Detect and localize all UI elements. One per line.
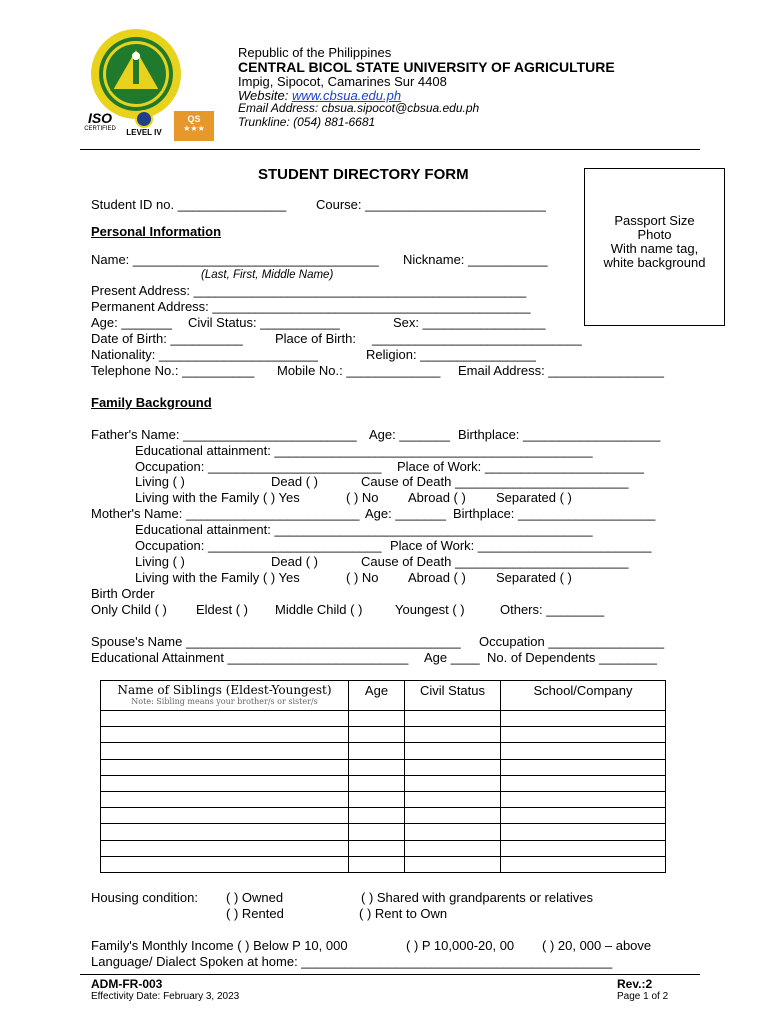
housing-label: Housing condition: xyxy=(91,890,198,905)
siblings-age-cell[interactable] xyxy=(349,775,405,791)
siblings-age-cell[interactable] xyxy=(349,856,405,872)
siblings-school-cell[interactable] xyxy=(501,808,666,824)
father-name-field[interactable]: Father's Name: ________________________ xyxy=(91,427,357,442)
mother-birthplace-field[interactable]: Birthplace: ___________________ xyxy=(453,506,656,521)
mobile-field[interactable]: Mobile No.: _____________ xyxy=(277,363,441,378)
father-work-field[interactable]: Place of Work: ______________________ xyxy=(397,459,644,474)
siblings-row xyxy=(101,840,666,856)
website-label: Website: xyxy=(238,88,292,103)
siblings-civil-status-cell[interactable] xyxy=(405,808,501,824)
birth-order-label: Birth Order xyxy=(91,586,155,601)
nickname-field[interactable]: Nickname: ___________ xyxy=(403,252,548,267)
spouse-age-field[interactable]: Age ____ xyxy=(424,650,480,665)
website-link[interactable]: www.cbsua.edu.ph xyxy=(291,88,402,103)
qs-stars-badge xyxy=(174,111,214,141)
mother-age-field[interactable]: Age: _______ xyxy=(365,506,446,521)
mother-lives-with-family-no[interactable]: ( ) No xyxy=(346,570,379,585)
siblings-name-cell[interactable] xyxy=(101,711,349,727)
nationality-field[interactable]: Nationality: ______________________ xyxy=(91,347,318,362)
siblings-age-cell[interactable] xyxy=(349,840,405,856)
republic-text: Republic of the Philippines xyxy=(238,45,392,60)
form-code: ADM-FR-003 xyxy=(91,977,163,991)
revision: Rev.:2 xyxy=(617,977,653,991)
siblings-row xyxy=(101,856,666,872)
only-child-check[interactable]: Only Child ( ) xyxy=(91,602,167,617)
photo-line-4: white background xyxy=(603,255,706,270)
email-field[interactable]: Email Address: ________________ xyxy=(458,363,664,378)
siblings-civil-status-cell[interactable] xyxy=(405,727,501,743)
siblings-table xyxy=(100,680,666,873)
father-lives-with-family-no[interactable]: ( ) No xyxy=(346,490,379,505)
father-birthplace-field[interactable]: Birthplace: ___________________ xyxy=(458,427,661,442)
father-occupation-field[interactable]: Occupation: ________________________ xyxy=(135,459,382,474)
siblings-name-cell[interactable] xyxy=(101,791,349,807)
permanent-address-field[interactable]: Permanent Address: ____________________________________________ xyxy=(91,299,531,314)
income-10k-20k-check[interactable]: ( ) P 10,000-20, 00 xyxy=(406,938,515,953)
telephone-field[interactable]: Telephone No.: __________ xyxy=(91,363,255,378)
siblings-name-cell[interactable] xyxy=(101,856,349,872)
mother-name-field[interactable]: Mother's Name: ________________________ xyxy=(91,506,360,521)
age-field[interactable]: Age: _______ xyxy=(91,315,172,330)
father-cause-field[interactable]: Cause of Death ________________________ xyxy=(361,474,629,489)
siblings-row xyxy=(101,775,666,791)
present-address-field[interactable]: Present Address: ______________________________________________ xyxy=(91,283,527,298)
siblings-name-header xyxy=(101,681,349,711)
name-hint: (Last, First, Middle Name) xyxy=(201,269,334,281)
level-seal-icon xyxy=(135,110,153,128)
siblings-civil-status-cell[interactable] xyxy=(405,791,501,807)
mother-dead-check[interactable]: Dead ( ) xyxy=(271,554,318,569)
siblings-school-cell[interactable] xyxy=(501,791,666,807)
father-dead-check[interactable]: Dead ( ) xyxy=(271,474,318,489)
siblings-civil-status-header: Civil Status xyxy=(405,681,501,711)
siblings-name-cell[interactable] xyxy=(101,840,349,856)
siblings-row xyxy=(101,759,666,775)
father-separated-check[interactable]: Separated ( ) xyxy=(496,490,572,505)
sex-field[interactable]: Sex: _________________ xyxy=(393,315,546,330)
siblings-age-cell[interactable] xyxy=(349,727,405,743)
father-abroad-check[interactable]: Abroad ( ) xyxy=(408,490,466,505)
father-age-field[interactable]: Age: _______ xyxy=(369,427,450,442)
email-text: Email Address: cbsua.sipocot@cbsua.edu.ph xyxy=(238,101,480,115)
student-id-field[interactable]: Student ID no. _______________ xyxy=(91,197,287,212)
educational-attainment-field[interactable]: Educational Attainment _________________________ xyxy=(91,650,409,665)
mother-cause-field[interactable]: Cause of Death ________________________ xyxy=(361,554,629,569)
photo-instructions xyxy=(585,214,724,270)
income-above-20k-check[interactable]: ( ) 20, 000 – above xyxy=(542,938,652,953)
siblings-age-cell[interactable] xyxy=(349,711,405,727)
father-education-field[interactable]: Educational attainment: ____________________________________________ xyxy=(135,443,593,458)
siblings-school-cell[interactable] xyxy=(501,775,666,791)
siblings-civil-status-cell[interactable] xyxy=(405,824,501,840)
qs-label: QS xyxy=(187,114,201,124)
language-field[interactable]: Language/ Dialect Spoken at home: ___________________________________________ xyxy=(91,954,613,969)
spouse-name-field[interactable]: Spouse's Name ______________________________________ xyxy=(91,634,461,649)
siblings-age-cell[interactable] xyxy=(349,791,405,807)
level-label: LEVEL IV xyxy=(126,128,162,137)
family-background-heading: Family Background xyxy=(91,395,212,410)
siblings-name-cell[interactable] xyxy=(101,808,349,824)
siblings-row xyxy=(101,808,666,824)
university-address: Impig, Sipocot, Camarines Sur 4408 xyxy=(238,74,447,89)
mother-living-check[interactable]: Living ( ) xyxy=(135,554,185,569)
page-number: Page 1 of 2 xyxy=(617,991,669,1002)
pob-field[interactable]: _____________________________ xyxy=(372,331,582,346)
siblings-age-cell[interactable] xyxy=(349,824,405,840)
pob-label: Place of Birth: xyxy=(275,331,356,346)
civil-status-field[interactable]: Civil Status: ___________ xyxy=(188,315,340,330)
middle-child-check[interactable]: Middle Child ( ) xyxy=(275,602,363,617)
shared-check[interactable]: ( ) Shared with grandparents or relatives xyxy=(361,890,593,905)
photo-line-3: With name tag, xyxy=(610,241,699,256)
owned-check[interactable]: ( ) Owned xyxy=(226,890,284,905)
others-field[interactable]: Others: ________ xyxy=(500,602,605,617)
siblings-civil-status-cell[interactable] xyxy=(405,840,501,856)
rent-to-own-check[interactable]: ( ) Rent to Own xyxy=(359,906,448,921)
siblings-row xyxy=(101,824,666,840)
iso-certified-label: CERTIFIED xyxy=(84,126,116,132)
siblings-age-cell[interactable] xyxy=(349,759,405,775)
siblings-name-header-label: Name of Siblings (Eldest-Youngest) xyxy=(117,683,332,697)
iso-label: ISO xyxy=(87,110,113,126)
course-field[interactable]: Course: _________________________ xyxy=(316,197,546,212)
mother-lives-with-family-yes[interactable]: Living with the Family ( ) Yes xyxy=(135,570,300,585)
level-iv-badge xyxy=(124,110,164,137)
siblings-age-cell[interactable] xyxy=(349,743,405,759)
religion-field[interactable]: Religion: ________________ xyxy=(366,347,536,362)
effectivity-date: Effectivity Date: February 3, 2023 xyxy=(91,991,240,1002)
siblings-name-cell[interactable] xyxy=(101,743,349,759)
siblings-name-cell[interactable] xyxy=(101,759,349,775)
spouse-occupation-field[interactable]: Occupation ________________ xyxy=(479,634,665,649)
form-title: STUDENT DIRECTORY FORM xyxy=(258,166,469,183)
siblings-age-header: Age xyxy=(349,681,405,711)
siblings-civil-status-cell[interactable] xyxy=(405,711,501,727)
siblings-school-cell[interactable] xyxy=(501,743,666,759)
photo-line-2: Photo xyxy=(637,227,672,242)
mother-education-field[interactable]: Educational attainment: ____________________________________________ xyxy=(135,522,593,537)
dependents-field[interactable]: No. of Dependents ________ xyxy=(487,650,657,665)
trunkline-text: Trunkline: (054) 881-6681 xyxy=(238,115,376,129)
personal-info-heading: Personal Information xyxy=(91,224,222,239)
siblings-age-cell[interactable] xyxy=(349,808,405,824)
siblings-civil-status-cell[interactable] xyxy=(405,775,501,791)
siblings-school-cell[interactable] xyxy=(501,840,666,856)
siblings-name-cell[interactable] xyxy=(101,775,349,791)
father-lives-with-family-yes[interactable]: Living with the Family ( ) Yes xyxy=(135,490,300,505)
university-name: CENTRAL BICOL STATE UNIVERSITY OF AGRICULTURE xyxy=(238,59,615,75)
rented-check[interactable]: ( ) Rented xyxy=(226,906,284,921)
siblings-school-cell[interactable] xyxy=(501,824,666,840)
siblings-row xyxy=(101,791,666,807)
eldest-check[interactable]: Eldest ( ) xyxy=(196,602,249,617)
footer-divider xyxy=(80,974,700,975)
mother-abroad-check[interactable]: Abroad ( ) xyxy=(408,570,466,585)
siblings-school-cell[interactable] xyxy=(501,727,666,743)
siblings-civil-status-cell[interactable] xyxy=(405,743,501,759)
siblings-row xyxy=(101,743,666,759)
siblings-row xyxy=(101,727,666,743)
mother-occupation-field[interactable]: Occupation: ________________________ xyxy=(135,538,382,553)
siblings-table-header xyxy=(101,681,666,711)
header-divider xyxy=(80,149,700,150)
siblings-name-cell[interactable] xyxy=(101,824,349,840)
siblings-name-cell[interactable] xyxy=(101,727,349,743)
siblings-civil-status-cell[interactable] xyxy=(405,856,501,872)
siblings-school-cell[interactable] xyxy=(501,711,666,727)
father-living-check[interactable]: Living ( ) xyxy=(135,474,185,489)
mother-work-field[interactable]: Place of Work: ________________________ xyxy=(390,538,652,553)
siblings-civil-status-cell[interactable] xyxy=(405,759,501,775)
dob-field[interactable]: Date of Birth: __________ xyxy=(91,331,243,346)
mother-separated-check[interactable]: Separated ( ) xyxy=(496,570,572,585)
passport-photo-box xyxy=(584,168,725,326)
photo-line-1: Passport Size xyxy=(614,213,695,228)
income-below-10k-check[interactable]: Family's Monthly Income ( ) Below P 10, 000 xyxy=(91,938,348,953)
university-seal xyxy=(90,28,182,120)
qs-stars: ★★★ xyxy=(183,124,205,133)
siblings-school-cell[interactable] xyxy=(501,759,666,775)
siblings-school-cell[interactable] xyxy=(501,856,666,872)
iso-certified-badge xyxy=(82,110,118,132)
youngest-check[interactable]: Youngest ( ) xyxy=(395,602,465,617)
siblings-row xyxy=(101,711,666,727)
siblings-note: Note: Sibling means your brother/s or sister/s xyxy=(131,697,318,706)
name-field[interactable]: Name: __________________________________ xyxy=(91,252,379,267)
siblings-school-header: School/Company xyxy=(501,681,666,711)
